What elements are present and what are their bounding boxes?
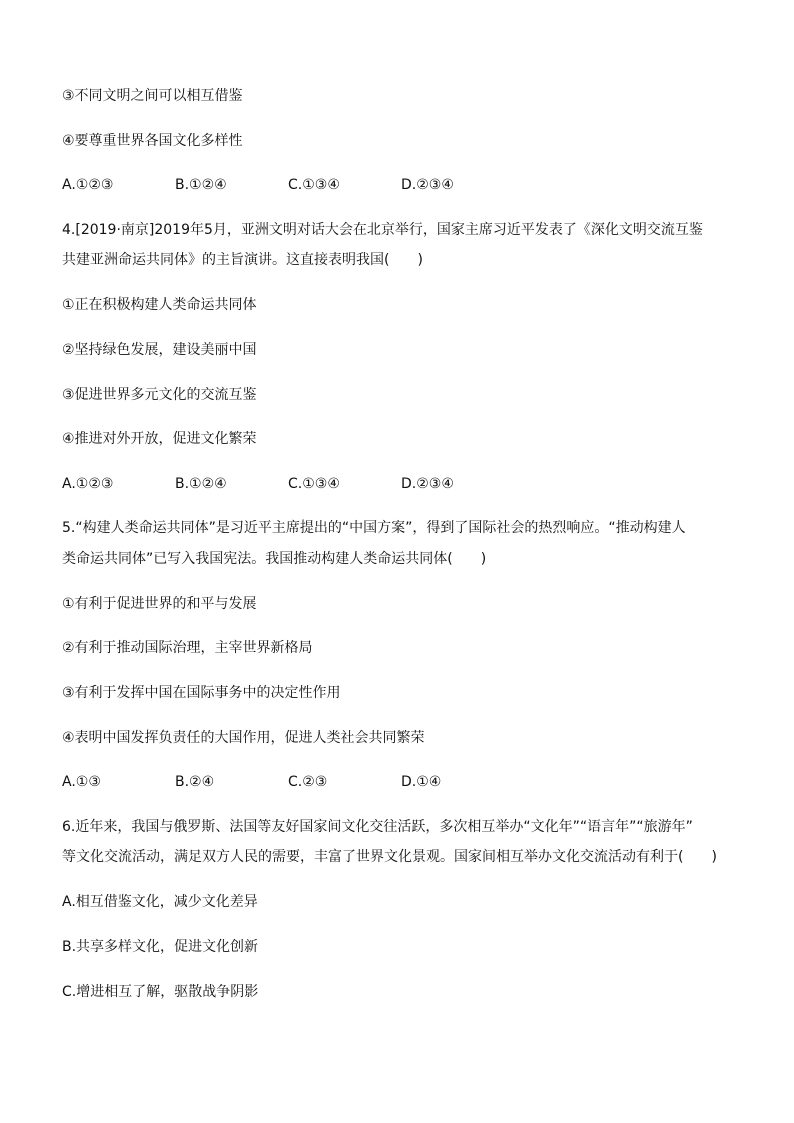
q6-option-a: A.相互借鉴文化，减少文化差异	[62, 894, 258, 910]
q5-option-b: B.②④	[175, 774, 215, 790]
q3-option-b: B.①②④	[175, 177, 227, 193]
q3-item-3: ③不同文明之间可以相互借鉴	[62, 88, 243, 104]
q3-option-c: C.①③④	[288, 177, 340, 193]
q5-option-a: A.①③	[62, 774, 101, 790]
q5-stem-line-2: 类命运共同体”已写入我国宪法。我国推动构建人类命运共同体( )	[62, 551, 487, 567]
q5-item-2: ②有利于推动国际治理，主宰世界新格局	[62, 640, 313, 656]
q4-item-3: ③促进世界多元文化的交流互鉴	[62, 387, 257, 403]
q3-option-d: D.②③④	[401, 177, 454, 193]
q4-option-c: C.①③④	[288, 476, 340, 492]
q4-stem-line-2: 共建亚洲命运共同体》的主旨演讲。这直接表明我国( )	[62, 252, 423, 268]
q5-stem-line-1: 5.“构建人类命运共同体”是习近平主席提出的“中国方案”，得到了国际社会的热烈响应。“推动构建人	[62, 520, 686, 536]
q6-stem-line-1: 6.近年来，我国与俄罗斯、法国等友好国家间文化交往活跃，多次相互举办“文化年”“语言年”“旅游年”	[62, 819, 693, 835]
q5-option-c: C.②③	[288, 774, 328, 790]
q4-item-1: ①正在积极构建人类命运共同体	[62, 297, 257, 313]
q4-item-2: ②坚持绿色发展，建设美丽中国	[62, 342, 257, 358]
q6-option-c: C.增进相互了解，驱散战争阴影	[62, 984, 259, 1000]
q5-item-3: ③有利于发挥中国在国际事务中的决定性作用	[62, 685, 341, 701]
q4-option-d: D.②③④	[401, 476, 454, 492]
q4-item-4: ④推进对外开放，促进文化繁荣	[62, 431, 257, 447]
q4-stem-line-1: 4.[2019·南京]2019年5月，亚洲文明对话大会在北京举行，国家主席习近平发表了《深化文明交流互鉴	[62, 222, 703, 238]
q5-item-4: ④表明中国发挥负责任的大国作用，促进人类社会共同繁荣	[62, 730, 425, 746]
q3-option-a: A.①②③	[62, 177, 114, 193]
q6-stem-line-2: 等文化交流活动，满足双方人民的需要，丰富了世界文化景观。国家间相互举办文化交流活动有利于( )	[62, 849, 717, 865]
q4-option-b: B.①②④	[175, 476, 227, 492]
q6-option-b: B.共享多样文化，促进文化创新	[62, 939, 259, 955]
q3-item-4: ④要尊重世界各国文化多样性	[62, 133, 243, 149]
q5-item-1: ①有利于促进世界的和平与发展	[62, 596, 257, 612]
q4-option-a: A.①②③	[62, 476, 114, 492]
q5-option-d: D.①④	[401, 774, 442, 790]
